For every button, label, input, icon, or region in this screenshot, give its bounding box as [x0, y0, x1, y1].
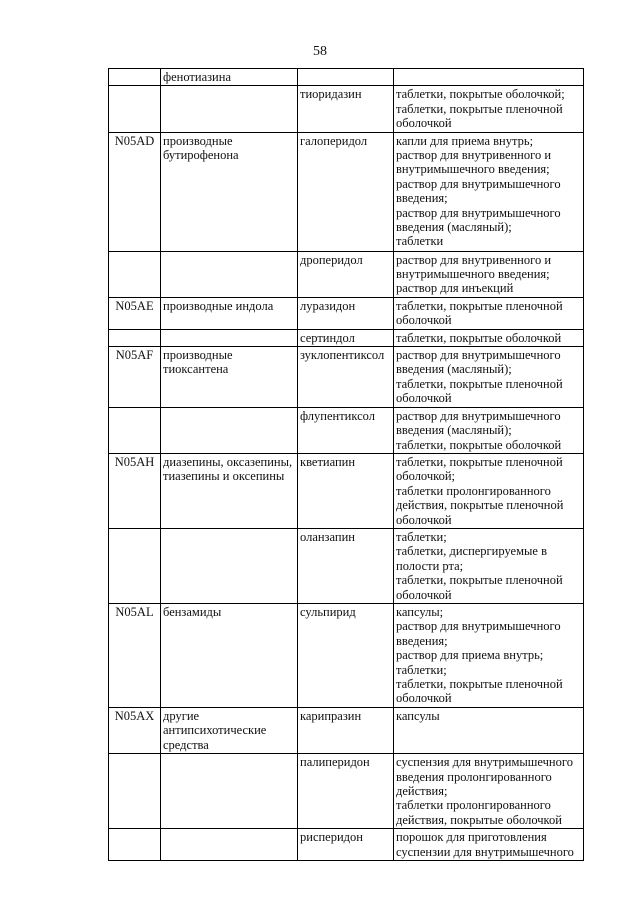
group-name-cell: производные бутирофенона [161, 132, 298, 251]
atc-code-cell: N05AX [109, 707, 161, 753]
table-row [109, 707, 584, 753]
table-row [109, 69, 584, 86]
table-row [109, 528, 584, 603]
table-row [109, 86, 584, 132]
drug-name-cell: оланзапин [298, 528, 394, 603]
table-row [109, 453, 584, 528]
drug-name-cell: дроперидол [298, 251, 394, 297]
atc-code-cell [109, 69, 161, 86]
drug-name-cell: палиперидон [298, 754, 394, 829]
table-row [109, 829, 584, 861]
drug-name-cell [298, 69, 394, 86]
table-row [109, 603, 584, 707]
atc-code-cell [109, 86, 161, 132]
dosage-forms-cell: раствор для внутримышечного введения (масляный); таблетки, покрытые пленочной оболочкой [394, 347, 584, 408]
dosage-forms-cell: капли для приема внутрь; раствор для внутривенного и внутримышечного введения; раствор для внутримышечного введения; раствор для внутримышечного введения (масляный); таблетки [394, 132, 584, 251]
group-name-cell: диазепины, оксазепины, тиазепины и оксепины [161, 453, 298, 528]
drug-name-cell: галоперидол [298, 132, 394, 251]
group-name-cell [161, 407, 298, 453]
drug-name-cell: тиоридазин [298, 86, 394, 132]
dosage-forms-cell: порошок для приготовления суспензии для внутримышечного [394, 829, 584, 861]
atc-code-cell [109, 754, 161, 829]
dosage-forms-cell: таблетки, покрытые пленочной оболочкой [394, 297, 584, 329]
table-row [109, 754, 584, 829]
table-row [109, 407, 584, 453]
drug-table [108, 68, 584, 861]
table-row [109, 329, 584, 346]
drug-name-cell: сертиндол [298, 329, 394, 346]
drug-name-cell: рисперидон [298, 829, 394, 861]
group-name-cell [161, 829, 298, 861]
dosage-forms-cell: таблетки, покрытые пленочной оболочкой; таблетки пролонгированного действия, покрытые пленочной оболочкой [394, 453, 584, 528]
table-row [109, 251, 584, 297]
atc-code-cell [109, 251, 161, 297]
table-row [109, 132, 584, 251]
group-name-cell: фенотиазина [161, 69, 298, 86]
group-name-cell: бензамиды [161, 603, 298, 707]
group-name-cell: производные тиоксантена [161, 347, 298, 408]
atc-code-cell: N05AF [109, 347, 161, 408]
atc-code-cell: N05AH [109, 453, 161, 528]
drug-name-cell: зуклопентиксол [298, 347, 394, 408]
group-name-cell [161, 528, 298, 603]
dosage-forms-cell: раствор для внутримышечного введения (масляный); таблетки, покрытые оболочкой [394, 407, 584, 453]
dosage-forms-cell: раствор для внутривенного и внутримышечного введения; раствор для инъекций [394, 251, 584, 297]
atc-code-cell [109, 407, 161, 453]
dosage-forms-cell: таблетки, покрытые оболочкой [394, 329, 584, 346]
drug-name-cell: кветиапин [298, 453, 394, 528]
table-row [109, 297, 584, 329]
dosage-forms-cell: таблетки, покрытые оболочкой; таблетки, покрытые пленочной оболочкой [394, 86, 584, 132]
drug-name-cell: сульпирид [298, 603, 394, 707]
dosage-forms-cell: капсулы; раствор для внутримышечного введения; раствор для приема внутрь; таблетки; таблетки, покрытые пленочной оболочкой [394, 603, 584, 707]
dosage-forms-cell: суспензия для внутримышечного введения пролонгированного действия; таблетки пролонгированного действия, покрытые оболочкой [394, 754, 584, 829]
dosage-forms-cell: капсулы [394, 707, 584, 753]
dosage-forms-cell: таблетки; таблетки, диспергируемые в полости рта; таблетки, покрытые пленочной оболочкой [394, 528, 584, 603]
atc-code-cell: N05AE [109, 297, 161, 329]
table-body [109, 69, 584, 861]
group-name-cell: другие антипсихотические средства [161, 707, 298, 753]
group-name-cell: производные индола [161, 297, 298, 329]
page-number: 58 [313, 44, 327, 59]
group-name-cell [161, 86, 298, 132]
dosage-forms-cell [394, 69, 584, 86]
drug-name-cell: карипразин [298, 707, 394, 753]
table-row [109, 347, 584, 408]
group-name-cell [161, 754, 298, 829]
atc-code-cell: N05AL [109, 603, 161, 707]
drug-name-cell: луразидон [298, 297, 394, 329]
atc-code-cell: N05AD [109, 132, 161, 251]
group-name-cell [161, 329, 298, 346]
atc-code-cell [109, 528, 161, 603]
atc-code-cell [109, 829, 161, 861]
group-name-cell [161, 251, 298, 297]
drug-name-cell: флупентиксол [298, 407, 394, 453]
atc-code-cell [109, 329, 161, 346]
